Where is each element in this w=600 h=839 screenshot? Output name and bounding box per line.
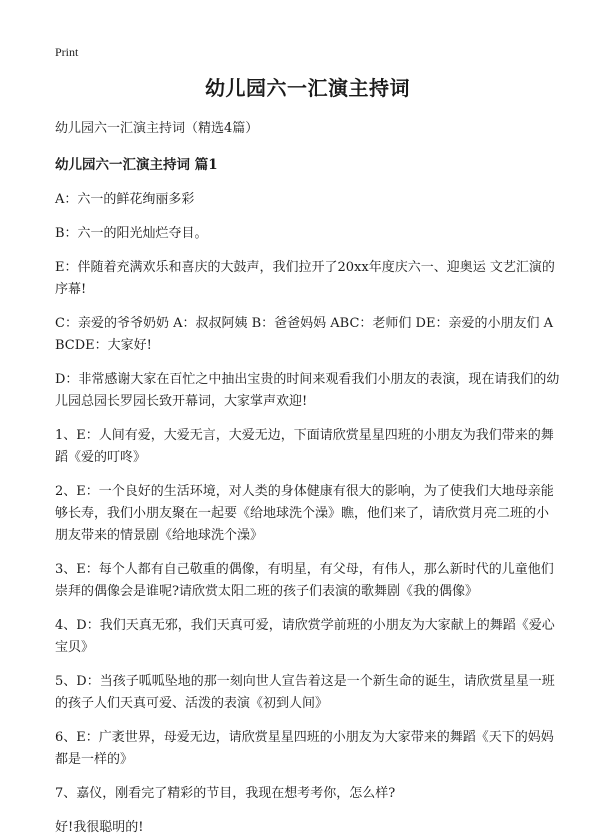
paragraph: 4、D：我们天真无邪，我们天真可爱，请欣赏学前班的小朋友为大家献上的舞蹈《爱心宝贝》 [55, 618, 555, 655]
paragraph: C：亲爱的爷爷奶奶 A：叔叔阿姨 B：爸爸妈妈 ABC：老师们 DE：亲爱的小朋友们 ABCDE：大家好! [55, 316, 553, 353]
paragraph: D：非常感谢大家在百忙之中抽出宝贵的时间来观看我们小朋友的表演，现在请我们的幼儿园总园长罗园长致开幕词，大家掌声欢迎! [55, 372, 560, 409]
paragraph: 5、D：当孩子呱呱坠地的那一刻向世人宣告着这是一个新生命的诞生，请欣赏星星一班的孩子人们天真可爱、活泼的表演《初到人间》 [55, 674, 555, 711]
paragraph: B：六一的阳光灿烂夺目。 [55, 226, 208, 241]
paragraph: 3、E：每个人都有自己敬重的偶像，有明星，有父母，有伟人，那么新时代的儿童他们崇拜的偶像会是谁呢?请欣赏太阳二班的孩子们表演的歌舞剧《我的偶像》 [55, 562, 554, 599]
paragraph: A：六一的鲜花绚丽多彩 [55, 192, 195, 207]
paragraph: 好!我很聪明的! [55, 820, 144, 835]
paragraph: 6、E：广袤世界，母爱无边，请欣赏星星四班的小朋友为大家带来的舞蹈《天下的妈妈都是一样的》 [55, 730, 554, 767]
print-label: Print [55, 45, 79, 59]
section-heading: 幼儿园六一汇演主持词 篇1 [55, 157, 218, 173]
document-title: 幼儿园六一汇演主持词 [205, 76, 410, 100]
paragraph: E：伴随着充满欢乐和喜庆的大鼓声，我们拉开了20xx年度庆六一、迎奥运 文艺汇演的序幕! [55, 260, 555, 297]
document-subtitle: 幼儿园六一汇演主持词（精选4篇） [55, 121, 259, 136]
paragraph: 2、E：一个良好的生活环境，对人类的身体健康有很大的影响，为了使我们大地母亲能够长寿，我们小朋友聚在一起要《给地球洗个澡》瞧，他们来了，请欣赏月亮二班的小朋友带来的情景剧《给地球洗个澡》 [55, 484, 554, 543]
paragraph: 7、嘉仪，刚看完了精彩的节目，我现在想考考你，怎么样? [55, 786, 396, 801]
paragraph: 1、E：人间有爱，大爱无言，大爱无边，下面请欣赏星星四班的小朋友为我们带来的舞蹈《爱的叮咚》 [55, 428, 554, 465]
